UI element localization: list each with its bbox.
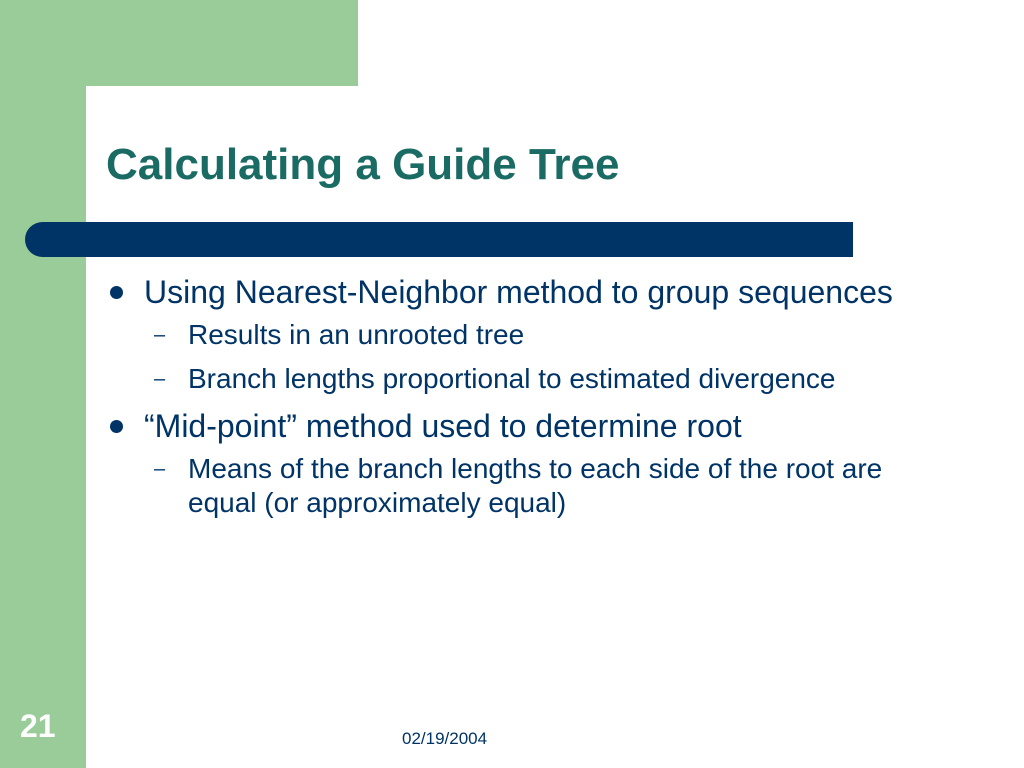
dash-marker-icon: – xyxy=(154,368,166,390)
slide-title: Calculating a Guide Tree xyxy=(106,140,620,189)
slide-number: 21 xyxy=(20,708,56,744)
sub-bullet-item xyxy=(106,362,926,396)
sub-bullet-text: Results in an unrooted tree xyxy=(188,319,525,350)
slide-date: 02/19/2004 xyxy=(402,729,488,748)
green-side-frame xyxy=(0,0,86,768)
dash-marker-icon: – xyxy=(154,458,166,480)
bullet-item xyxy=(106,272,926,312)
sub-bullet-item xyxy=(106,318,926,352)
bullet-list xyxy=(106,272,926,530)
bullet-text: Using Nearest-Neighbor method to group sequences xyxy=(144,274,893,310)
sub-bullet-item xyxy=(106,452,926,520)
bullet-text: “Mid-point” method used to determine root xyxy=(144,408,742,444)
sub-bullet-text: Means of the branch lengths to each side of the root are equal (or approximately equal) xyxy=(188,453,883,518)
sub-bullet-text: Branch lengths proportional to estimated divergence xyxy=(188,363,836,394)
dash-marker-icon: – xyxy=(154,324,166,346)
title-underline-bar xyxy=(25,222,853,257)
bullet-dot-icon xyxy=(110,420,123,433)
bullet-item xyxy=(106,406,926,446)
bullet-dot-icon xyxy=(110,286,123,299)
green-top-frame xyxy=(0,0,358,86)
frame-rounded-corner xyxy=(86,86,146,146)
